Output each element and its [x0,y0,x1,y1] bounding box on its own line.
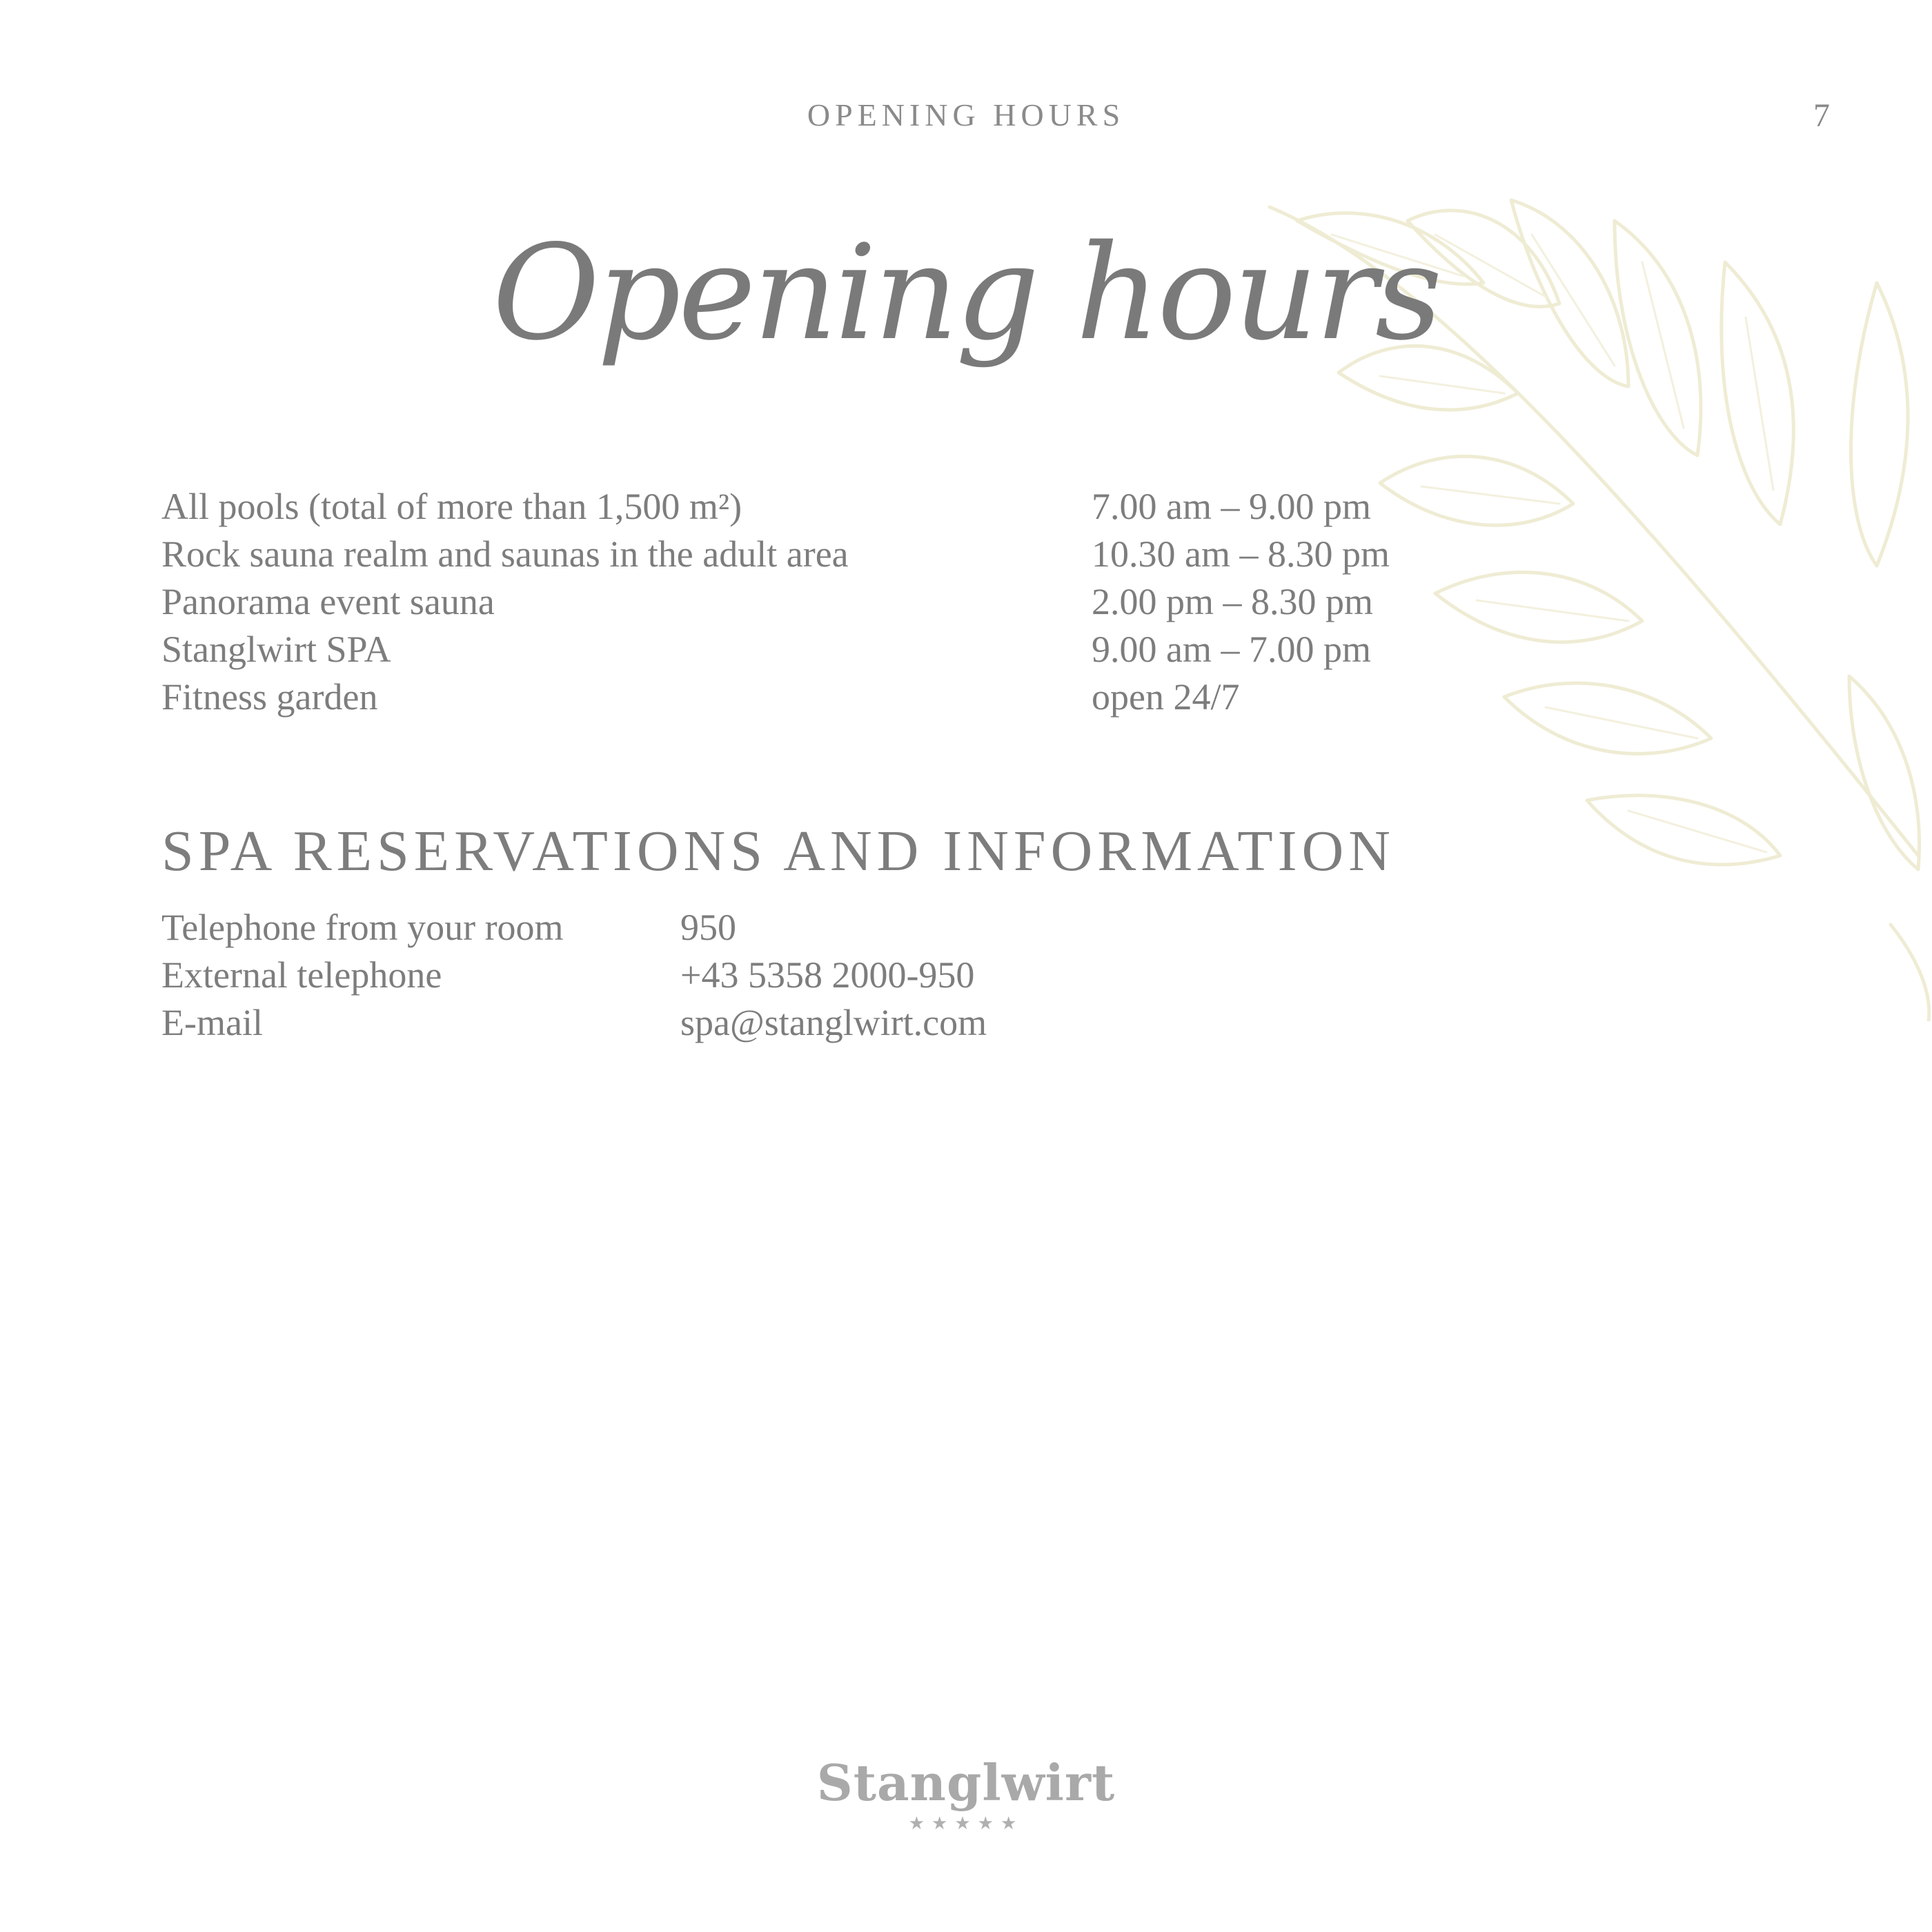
contact-row-email [161,999,987,1047]
contact-label: E-mail [161,1002,263,1043]
running-header-title: OPENING HOURS [807,97,1125,132]
hours-row-panorama-sauna [161,578,1390,626]
hours-time: open 24/7 [1092,676,1240,718]
logo-stars: ★★★★★ [908,1813,1024,1833]
page-title: Opening hours [492,217,1440,369]
contact-label: External telephone [161,954,442,996]
hours-time: 10.30 am – 8.30 pm [1092,533,1390,575]
opening-hours-table [161,483,1390,721]
reservations-heading: SPA RESERVATIONS AND INFORMATION [161,819,1395,883]
contact-label: Telephone from your room [161,907,564,948]
hours-time: 2.00 pm – 8.30 pm [1092,581,1374,622]
hours-label: Panorama event sauna [161,581,495,622]
hours-row-rock-sauna [161,531,1390,578]
stanglwirt-logo [0,1753,1932,1834]
hours-time: 7.00 am – 9.00 pm [1092,486,1371,527]
contact-value: 950 [680,907,736,948]
hours-row-spa [161,626,1390,673]
page-number: 7 [1813,97,1830,134]
hours-label: Stanglwirt SPA [161,629,391,670]
email-link[interactable]: spa@stanglwirt.com [680,1002,987,1043]
contact-row-room-phone [161,904,987,952]
hours-row-pools [161,483,1390,531]
hours-label: All pools (total of more than 1,500 m²) [161,486,742,527]
reservations-contact-table [161,904,987,1047]
hours-label: Fitness garden [161,676,378,718]
hours-time: 9.00 am – 7.00 pm [1092,629,1371,670]
contact-row-external-phone [161,952,987,999]
logo-wordmark: Stanglwirt [816,1753,1116,1812]
hours-row-fitness-garden [161,673,1390,721]
hours-label: Rock sauna realm and saunas in the adult area [161,533,849,575]
contact-value: +43 5358 2000-950 [680,954,975,996]
